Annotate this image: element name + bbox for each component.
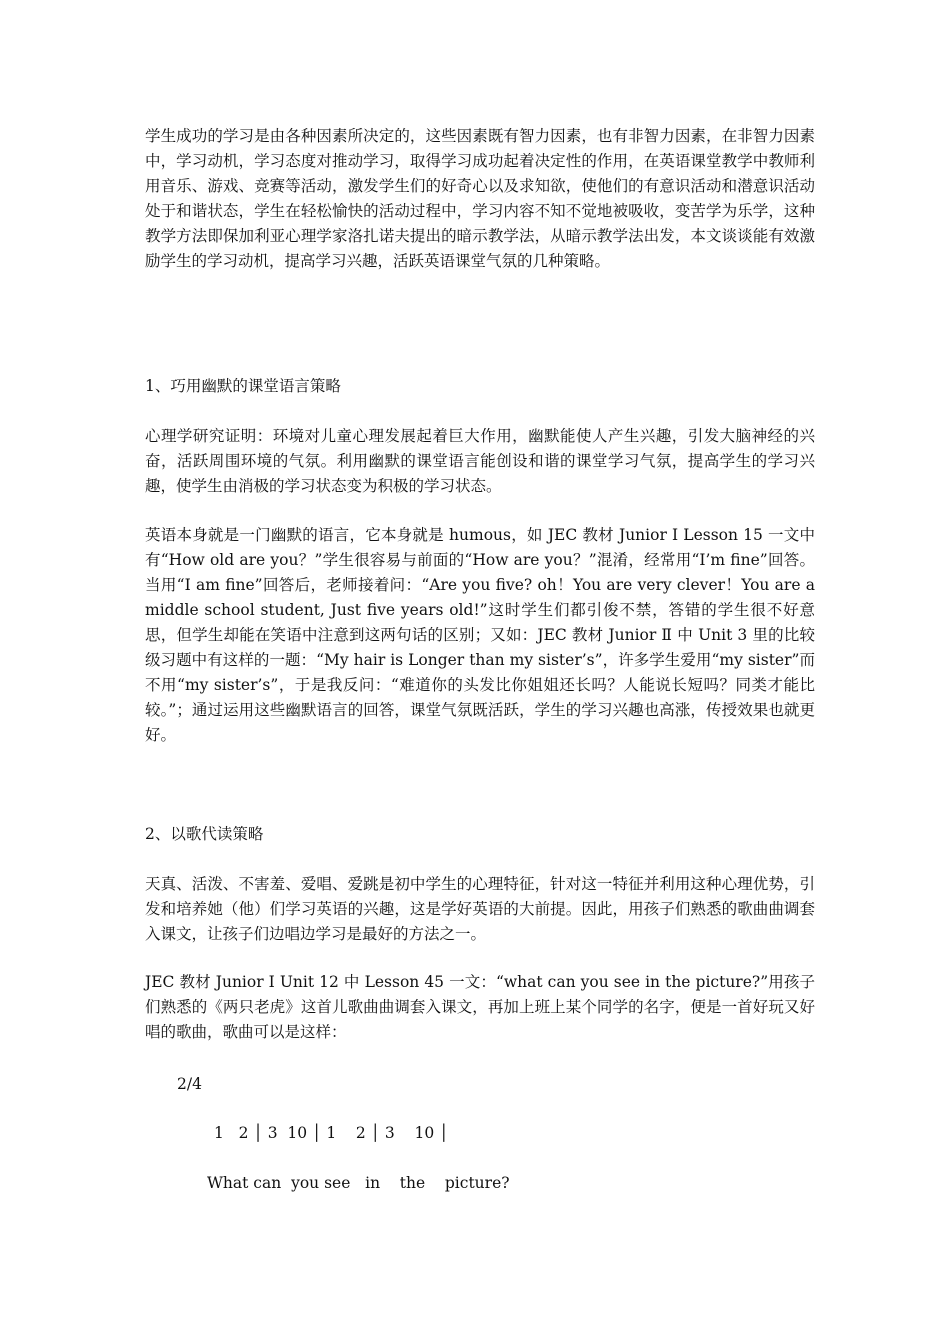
- section-heading-2: 2、以歌代读策略: [145, 825, 264, 843]
- intro-paragraph: 学生成功的学习是由各种因素所决定的，这些因素既有智力因素，也有非智力因素，在非智力因素中，学习动机，学习态度对推动学习，取得学习成功起着决定性的作用，在英语课堂教学中教师利用音乐、游戏、竞赛等活动，激发学生们的好奇心以及求知欲，使他们的有意识活动和潜意识活动处于和谐状态，学生在轻松愉快的活动过程中，学习内容不知不觉地被吸收，变苦学为乐学，这种教学方法即保加利亚心理学家洛扎诺夫提出的暗示教学法，从暗示教学法出发，本文谈谈能有效激励学生的学习动机，提高学习兴趣，活跃英语课堂气氛的几种策略。: [145, 127, 815, 270]
- song-lyrics: What can you see in the picture?: [207, 1174, 510, 1192]
- paragraph-humor-examples: 英语本身就是一门幽默的语言，它本身就是 humous，如 JEC 教材 Junior I Lesson 15 一文中有“How old are you？”学生很容易与前面的“How are you？”混淆，经常用“I’m fine”回答。当用“I am fine”回答后，老师接着问：“Are you five? oh！You are very clever！You are a middle school student, Just five years old!”这时学生们都引俊不禁，答错的学生很不好意思，但学生却能在笑语中注意到这两句话的区别；又如：JEC 教材 Junior Ⅱ 中 Unit 3 里的比较级习题中有这样的一题：“My hair is Longer than my sister’s”，许多学生爱用“my sister”而不用“my sister’s”，于是我反问：“难道你的头发比你姐姐还长吗？人能说长短吗？同类才能比较。”；通过运用这些幽默语言的回答，课堂气氛既活跃，学生的学习兴趣也高涨，传授效果也就更好。: [145, 526, 815, 744]
- music-notation: 1 2 │ 3 10 │ 1 2 │ 3 10 │: [214, 1124, 449, 1142]
- section-heading-1: 1、巧用幽默的课堂语言策略: [145, 377, 341, 395]
- paragraph-psychology: 心理学研究证明：环境对儿童心理发展起着巨大作用，幽默能使人产生兴趣，引发大脑神经的兴奋，活跃周围环境的气氛。利用幽默的课堂语言能创设和谐的课堂学习气氛，提高学生的学习兴趣，使学生由消极的学习状态变为积极的学习状态。: [145, 427, 815, 495]
- paragraph-song-example: JEC 教材 Junior I Unit 12 中 Lesson 45 一文：“what can you see in the picture?”用孩子们熟悉的《两只老虎》这首儿歌曲曲调套入课文，再加上班上某个同学的名字，便是一首好玩又好唱的歌曲，歌曲可以是这样：: [145, 973, 815, 1041]
- time-signature: 2/4: [177, 1075, 202, 1093]
- paragraph-song-strategy: 天真、活泼、不害羞、爱唱、爱跳是初中学生的心理特征，针对这一特征并利用这种心理优势，引发和培养她（他）们学习英语的兴趣，这是学好英语的大前提。因此，用孩子们熟悉的歌曲曲调套入课文，让孩子们边唱边学习是最好的方法之一。: [145, 875, 815, 943]
